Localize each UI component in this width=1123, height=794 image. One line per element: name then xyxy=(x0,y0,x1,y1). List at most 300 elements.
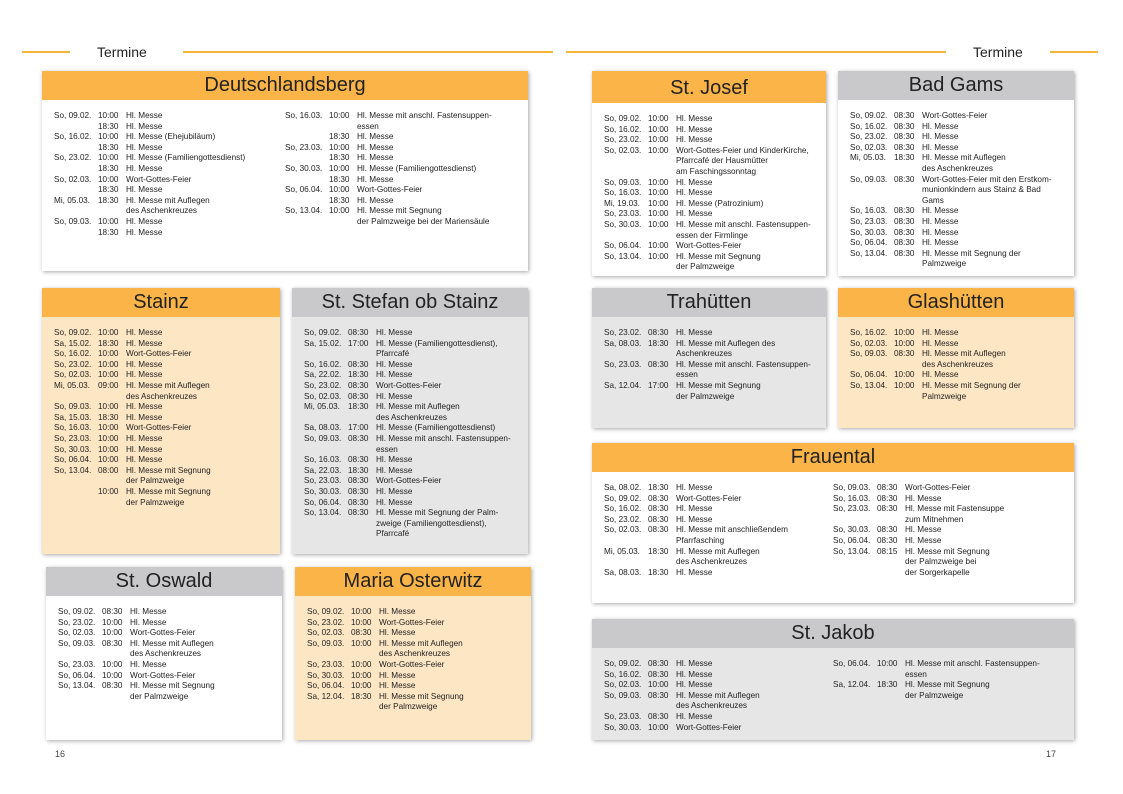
schedule-entry xyxy=(850,249,1062,270)
entry-description: Wort-Gottes-Feier xyxy=(376,476,442,486)
entry-time: 18:30 xyxy=(98,185,119,195)
entry-description: Hl. Messe xyxy=(676,504,713,514)
entry-date: Mi, 05.03. xyxy=(604,546,640,556)
parish-title: St. Josef xyxy=(592,71,826,103)
header-rule-left-long xyxy=(183,51,553,53)
entry-time: 10:00 xyxy=(648,680,669,690)
schedule-entry xyxy=(604,723,833,734)
schedule-entry xyxy=(58,660,270,671)
entry-date: So, 30.03. xyxy=(307,670,345,680)
entry-description: Hl. Messe xyxy=(922,370,959,380)
schedule-entry xyxy=(604,125,814,136)
entry-description: Wort-Gottes-Feier xyxy=(922,111,988,120)
schedule-entry xyxy=(54,413,268,424)
entry-time: 10:00 xyxy=(98,328,119,337)
entry-time: 18:30 xyxy=(894,153,915,163)
schedule-entry xyxy=(304,476,516,487)
entry-date: So, 06.04. xyxy=(285,185,323,195)
entry-time: 08:30 xyxy=(877,535,898,545)
schedule-body xyxy=(295,596,531,719)
entry-time: 10:00 xyxy=(648,145,669,155)
parish-title: Stainz xyxy=(42,288,280,317)
schedule-entry xyxy=(54,381,268,402)
schedule-entry xyxy=(833,504,1062,525)
entry-time: 08:30 xyxy=(102,607,123,616)
entry-time: 10:00 xyxy=(98,216,119,226)
schedule-entry xyxy=(833,483,1062,494)
entry-description: Hl. Messe mit Segnung der Palmzweige xyxy=(922,380,1021,401)
entry-date: So, 09.03. xyxy=(850,174,888,184)
entry-date: So, 02.03. xyxy=(54,174,92,184)
entry-time: 08:30 xyxy=(348,359,369,369)
schedule-column xyxy=(54,328,268,508)
entry-date: Sa, 12.04. xyxy=(307,691,345,701)
entry-description: Hl. Messe xyxy=(922,132,959,142)
schedule-entry xyxy=(304,392,516,403)
entry-description: Hl. Messe xyxy=(379,670,416,680)
schedule-entry xyxy=(604,494,833,505)
schedule-entry xyxy=(604,712,833,723)
entry-date xyxy=(54,143,98,154)
entry-description: Hl. Messe mit anschl. Fastensuppen- essen xyxy=(676,359,811,380)
entry-time: 18:30 xyxy=(351,691,372,701)
schedule-entry xyxy=(304,423,516,434)
entry-date: So, 13.04. xyxy=(850,380,888,390)
entry-description: Hl. Messe mit Segnung der Palmzweige xyxy=(676,251,761,272)
schedule-entry xyxy=(54,360,268,371)
parish-title: Glashütten xyxy=(838,288,1074,317)
entry-time: 08:30 xyxy=(348,433,369,443)
entry-time: 08:30 xyxy=(648,328,669,337)
entry-description: Hl. Messe xyxy=(126,185,163,195)
schedule-entry xyxy=(304,434,516,455)
schedule-column xyxy=(850,111,1062,270)
entry-description: Wort-Gottes-Feier xyxy=(357,185,423,195)
schedule-entry xyxy=(285,206,516,227)
schedule-entry xyxy=(54,328,268,339)
entry-date: So, 09.02. xyxy=(604,493,642,503)
schedule-column xyxy=(285,111,516,238)
entry-description: Hl. Messe xyxy=(379,628,416,638)
entry-time: 08:30 xyxy=(894,111,915,120)
entry-date: So, 16.02. xyxy=(850,328,888,337)
entry-date: So, 16.03. xyxy=(604,188,642,198)
schedule-column xyxy=(54,111,285,238)
entry-description: Hl. Messe xyxy=(379,607,416,616)
parish-box-trahuetten xyxy=(592,288,826,428)
entry-time: 18:30 xyxy=(98,142,119,152)
entry-date: So, 09.02. xyxy=(604,659,642,668)
entry-time: 10:00 xyxy=(648,135,669,145)
entry-description: Hl. Messe xyxy=(379,681,416,691)
header-rule-right-short xyxy=(1050,51,1098,53)
entry-description: Hl. Messe xyxy=(376,465,413,475)
entry-description: Wort-Gottes-Feier xyxy=(676,493,742,503)
entry-description: Hl. Messe mit anschl. Fastensuppen- essen der Firmlinge xyxy=(676,219,811,240)
schedule-entry xyxy=(833,680,1062,701)
entry-date: So, 02.03. xyxy=(604,680,642,690)
entry-date xyxy=(54,164,98,175)
schedule-entry xyxy=(54,402,268,413)
entry-date: So, 09.02. xyxy=(54,111,92,120)
schedule-entry xyxy=(54,175,285,186)
entry-description: Hl. Messe xyxy=(376,391,413,401)
entry-time: 08:30 xyxy=(648,690,669,700)
entry-description: Hl. Messe mit Auflegen des Aschenkreuzes xyxy=(126,195,210,216)
entry-date: So, 16.03. xyxy=(304,455,342,465)
entry-description: Hl. Messe xyxy=(376,328,413,337)
entry-description: Wort-Gottes-Feier xyxy=(676,722,742,732)
page-number-right: 17 xyxy=(1046,749,1057,759)
entry-date: So, 09.03. xyxy=(850,349,888,359)
entry-time: 10:00 xyxy=(648,188,669,198)
schedule-entry xyxy=(850,206,1062,217)
entry-time: 10:00 xyxy=(329,111,350,120)
schedule-entry xyxy=(833,536,1062,547)
parish-box-st-josef xyxy=(592,71,826,276)
entry-date xyxy=(54,122,98,133)
schedule-entry xyxy=(54,164,285,175)
schedule-entry xyxy=(54,370,268,381)
entry-time: 08:00 xyxy=(98,465,119,475)
entry-date: So, 09.02. xyxy=(54,328,92,337)
schedule-entry xyxy=(604,328,814,339)
entry-date: So, 16.02. xyxy=(850,121,888,131)
entry-time: 18:30 xyxy=(348,465,369,475)
schedule-entry xyxy=(604,252,814,273)
schedule-entry xyxy=(850,238,1062,249)
entry-time: 10:00 xyxy=(98,444,119,454)
entry-date: So, 06.04. xyxy=(58,670,96,680)
entry-time: 08:30 xyxy=(648,359,669,369)
schedule-body xyxy=(838,317,1074,408)
entry-time: 10:00 xyxy=(98,174,119,184)
entry-date: Mi, 19.03. xyxy=(604,198,640,208)
entry-time: 08:30 xyxy=(648,493,669,503)
entry-description: Hl. Messe mit Segnung der Palmzweige xyxy=(676,380,761,401)
entry-description: Hl. Messe xyxy=(676,659,713,668)
schedule-entry xyxy=(604,381,814,402)
entry-date: So, 09.02. xyxy=(850,111,888,120)
schedule-entry xyxy=(58,681,270,702)
schedule-column xyxy=(604,114,814,273)
entry-date: So, 30.03. xyxy=(850,227,888,237)
entry-description: Hl. Messe xyxy=(126,216,163,226)
entry-description: Wort-Gottes-Feier xyxy=(130,628,196,638)
schedule-body xyxy=(592,103,826,279)
entry-date xyxy=(285,132,329,143)
entry-time: 08:30 xyxy=(348,497,369,507)
schedule-entry xyxy=(604,547,833,568)
entry-description: Hl. Messe xyxy=(130,617,167,627)
entry-date: So, 16.02. xyxy=(604,669,642,679)
entry-date: So, 23.03. xyxy=(285,142,323,152)
entry-time: 08:30 xyxy=(348,380,369,390)
entry-date: So, 02.03. xyxy=(58,628,96,638)
entry-time: 10:00 xyxy=(98,111,119,120)
schedule-column xyxy=(850,328,1062,402)
entry-description: Hl. Messe xyxy=(676,483,713,492)
entry-date xyxy=(285,153,329,164)
schedule-body xyxy=(592,648,1074,739)
entry-description: Hl. Messe xyxy=(676,328,713,337)
entry-time: 08:30 xyxy=(348,508,369,518)
entry-date: So, 16.03. xyxy=(285,111,323,120)
entry-date: Sa, 08.03. xyxy=(304,423,342,433)
entry-description: Hl. Messe xyxy=(126,328,163,337)
entry-description: Hl. Messe mit Fastensuppe zum Mitnehmen xyxy=(905,504,1005,524)
entry-description: Hl. Messe xyxy=(126,142,163,152)
entry-description: Hl. Messe xyxy=(357,153,394,163)
entry-description: Hl. Messe mit anschl. Fastensuppen- essen xyxy=(905,659,1040,679)
schedule-entry xyxy=(54,185,285,196)
parish-box-frauental xyxy=(592,443,1074,603)
entry-description: Hl. Messe xyxy=(126,433,163,443)
entry-date: So, 13.04. xyxy=(285,206,323,216)
entry-description: Wort-Gottes-Feier xyxy=(376,380,442,390)
schedule-entry xyxy=(307,607,519,618)
entry-time: 10:00 xyxy=(648,209,669,219)
schedule-column xyxy=(604,659,833,733)
schedule-entry xyxy=(604,670,833,681)
entry-description: Hl. Messe mit Segnung der Palmzweige xyxy=(379,691,464,712)
entry-description: Hl. Messe mit Auflegen des Aschenkreuzes xyxy=(676,546,760,567)
entry-date: So, 13.04. xyxy=(833,546,871,556)
schedule-entry xyxy=(54,122,285,133)
entry-description: Hl. Messe xyxy=(922,338,959,348)
entry-time: 08:30 xyxy=(894,132,915,142)
schedule-entry xyxy=(604,220,814,241)
entry-time: 17:00 xyxy=(648,380,669,390)
schedule-entry xyxy=(54,349,268,360)
schedule-entry xyxy=(304,402,516,423)
schedule-entry xyxy=(850,349,1062,370)
schedule-entry xyxy=(604,114,814,125)
parish-box-st-jakob xyxy=(592,619,1074,740)
schedule-entry xyxy=(604,525,833,546)
entry-description: Hl. Messe mit anschließendem Pfarrfasching xyxy=(676,525,788,545)
entry-time: 10:00 xyxy=(648,198,669,208)
schedule-body xyxy=(592,317,826,408)
parish-box-glashuetten xyxy=(838,288,1074,428)
schedule-entry xyxy=(604,209,814,220)
parish-box-deutschlandsberg xyxy=(42,71,528,271)
entry-time: 08:30 xyxy=(351,628,372,638)
parish-box-stainz xyxy=(42,288,280,554)
entry-description: Hl. Messe mit Segnung der Palm- zweige (Familiengottesdienst), Pfarrcafé xyxy=(376,508,499,539)
header-title-left: Termine xyxy=(97,44,147,60)
entry-description: Wort-Gottes-Feier xyxy=(126,174,192,184)
entry-description: Hl. Messe mit Segnung der Palmzweige xyxy=(130,681,215,701)
entry-date: So, 23.02. xyxy=(307,617,345,627)
schedule-column xyxy=(58,607,270,702)
schedule-entry xyxy=(54,217,285,228)
entry-time: 10:00 xyxy=(351,607,372,616)
entry-date: Mi, 05.03. xyxy=(850,153,886,163)
entry-date: So, 30.03. xyxy=(833,525,871,535)
entry-time: 09:00 xyxy=(98,380,119,390)
entry-description: Hl. Messe xyxy=(676,188,713,198)
entry-date: So, 06.04. xyxy=(850,370,888,380)
schedule-entry xyxy=(304,466,516,477)
entry-description: Hl. Messe mit Auflegen des Aschenkreuzes xyxy=(376,402,460,422)
entry-time: 10:00 xyxy=(98,153,119,163)
entry-description: Hl. Messe mit Segnung der Palmzweige xyxy=(922,248,1021,269)
schedule-entry xyxy=(833,547,1062,579)
entry-description: Wort-Gottes-Feier xyxy=(676,241,742,251)
schedule-entry xyxy=(58,671,270,682)
entry-time: 10:00 xyxy=(648,177,669,187)
entry-description: Hl. Messe xyxy=(676,514,713,524)
entry-time: 10:00 xyxy=(98,370,119,380)
schedule-entry xyxy=(285,111,516,132)
entry-time: 10:00 xyxy=(98,455,119,465)
entry-date: So, 23.03. xyxy=(604,209,642,219)
entry-date: Mi, 05.03. xyxy=(304,402,340,412)
schedule-entry xyxy=(307,671,519,682)
entry-time: 08:30 xyxy=(877,483,898,492)
entry-time: 08:30 xyxy=(894,216,915,226)
schedule-column xyxy=(307,607,519,713)
entry-time: 18:30 xyxy=(348,370,369,380)
schedule-entry xyxy=(58,607,270,618)
entry-time: 08:30 xyxy=(894,174,915,184)
entry-date: So, 13.04. xyxy=(304,508,342,518)
entry-time: 18:30 xyxy=(648,546,669,556)
schedule-entry xyxy=(307,628,519,639)
schedule-entry xyxy=(304,498,516,509)
entry-date: So, 06.04. xyxy=(604,241,642,251)
schedule-entry xyxy=(850,175,1062,207)
entry-time: 10:00 xyxy=(648,251,669,261)
entry-description: Hl. Messe xyxy=(905,525,942,535)
schedule-entry xyxy=(304,360,516,371)
entry-description: Hl. Messe xyxy=(922,328,959,337)
entry-date: So, 23.02. xyxy=(58,617,96,627)
entry-date: So, 16.02. xyxy=(54,132,92,142)
schedule-entry xyxy=(285,132,516,143)
entry-description: Hl. Messe xyxy=(126,111,163,120)
schedule-entry xyxy=(54,143,285,154)
entry-description: Hl. Messe mit anschl. Fastensuppen- essen xyxy=(376,433,511,454)
entry-date: So, 06.04. xyxy=(850,238,888,248)
entry-description: Hl. Messe mit Segnung der Palmzweige bei der Mariensäule xyxy=(357,206,490,226)
entry-description: Hl. Messe mit Auflegen des Aschenkreuzes xyxy=(922,349,1006,369)
entry-time: 18:30 xyxy=(98,195,119,205)
schedule-entry xyxy=(58,639,270,660)
entry-description: Wort-Gottes-Feier und KinderKirche, Pfarrcafé der Hausmütter am Faschingssonntag xyxy=(676,145,809,176)
schedule-body xyxy=(592,472,1074,584)
entry-time: 10:00 xyxy=(102,659,123,669)
entry-date: So, 16.03. xyxy=(850,206,888,216)
entry-time: 17:00 xyxy=(348,338,369,348)
schedule-entry xyxy=(54,153,285,164)
schedule-entry xyxy=(604,515,833,526)
schedule-body xyxy=(42,317,280,514)
entry-time: 08:30 xyxy=(648,711,669,721)
entry-time: 10:00 xyxy=(648,241,669,251)
parish-title: Frauental xyxy=(592,443,1074,472)
entry-date: So, 23.03. xyxy=(58,659,96,669)
entry-date: So, 06.04. xyxy=(833,659,871,668)
schedule-entry xyxy=(604,146,814,178)
entry-time: 08:30 xyxy=(102,681,123,691)
entry-description: Hl. Messe xyxy=(676,567,713,577)
schedule-entry xyxy=(833,659,1062,680)
entry-description: Hl. Messe xyxy=(376,455,413,465)
schedule-entry xyxy=(833,525,1062,536)
schedule-entry xyxy=(285,196,516,207)
entry-time: 08:30 xyxy=(894,142,915,152)
entry-date: So, 02.03. xyxy=(54,370,92,380)
entry-description: Hl. Messe xyxy=(922,121,959,131)
entry-date: So, 13.04. xyxy=(54,465,92,475)
entry-time: 10:00 xyxy=(894,328,915,337)
entry-time: 10:00 xyxy=(894,338,915,348)
entry-date: So, 23.02. xyxy=(850,132,888,142)
entry-description: Hl. Messe xyxy=(922,238,959,248)
page-number-left: 16 xyxy=(55,749,66,759)
entry-date: So, 23.02. xyxy=(604,135,642,145)
entry-time: 17:00 xyxy=(348,423,369,433)
entry-time: 10:00 xyxy=(98,359,119,369)
entry-time: 08:30 xyxy=(648,504,669,514)
entry-date: So, 06.04. xyxy=(54,455,92,465)
entry-date: So, 23.02. xyxy=(604,514,642,524)
entry-date: So, 23.03. xyxy=(833,504,871,514)
schedule-entry xyxy=(604,659,833,670)
entry-time: 08:30 xyxy=(894,238,915,248)
entry-time: 10:00 xyxy=(648,219,669,229)
schedule-entry xyxy=(604,680,833,691)
entry-time: 10:00 xyxy=(351,659,372,669)
schedule-entry xyxy=(850,328,1062,339)
entry-date: So, 09.03. xyxy=(54,216,92,226)
entry-description: Hl. Messe xyxy=(676,680,713,690)
schedule-entry xyxy=(54,445,268,456)
entry-time: 08:30 xyxy=(894,206,915,216)
entry-date: So, 13.04. xyxy=(604,251,642,261)
schedule-entry xyxy=(54,423,268,434)
entry-date: Sa, 22.02. xyxy=(304,370,342,380)
entry-description: Hl. Messe xyxy=(676,711,713,721)
entry-date: Sa, 22.03. xyxy=(304,465,342,475)
entry-date: Sa, 12.04. xyxy=(604,380,642,390)
schedule-entry xyxy=(285,153,516,164)
schedule-entry xyxy=(54,196,285,217)
entry-date: So, 09.03. xyxy=(307,638,345,648)
schedule-entry xyxy=(54,455,268,466)
entry-date: So, 09.02. xyxy=(307,607,345,616)
parish-title: Bad Gams xyxy=(838,71,1074,100)
schedule-entry xyxy=(285,164,516,175)
schedule-entry xyxy=(58,628,270,639)
entry-description: Wort-Gottes-Feier xyxy=(126,349,192,359)
entry-time: 10:00 xyxy=(98,132,119,142)
schedule-entry xyxy=(58,618,270,629)
entry-description: Hl. Messe xyxy=(126,402,163,412)
entry-date: So, 30.03. xyxy=(54,444,92,454)
entry-description: Hl. Messe xyxy=(922,142,959,152)
parish-box-bad-gams xyxy=(838,71,1074,276)
entry-time: 08:30 xyxy=(348,328,369,337)
entry-description: Hl. Messe mit Segnung der Palmzweige xyxy=(126,465,211,486)
entry-description: Hl. Messe xyxy=(922,206,959,216)
entry-description: Hl. Messe xyxy=(905,535,942,545)
entry-date: So, 16.02. xyxy=(604,124,642,134)
entry-description: Hl. Messe xyxy=(676,114,713,123)
entry-time: 18:30 xyxy=(98,412,119,422)
